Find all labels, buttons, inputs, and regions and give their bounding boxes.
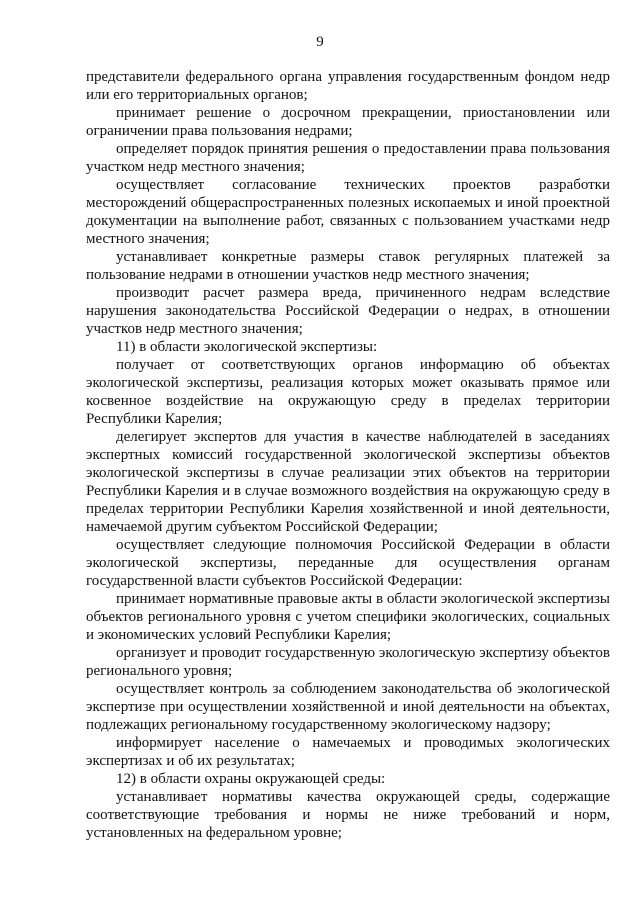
paragraph: принимает нормативные правовые акты в области экологической экспертизы объектов регионального уровня с учетом специфики экологических, социальных и экономических условий Республики Карелия; xyxy=(86,591,610,643)
paragraph: получает от соответствующих органов информацию об объектах экологической экспертизы, реализация которых может оказывать прямое или косвенное воздействие на окружающую среду в пределах территории Республики Карелия; xyxy=(86,357,610,427)
paragraph: производит расчет размера вреда, причиненного недрам вследствие нарушения законодательства Российской Федерации о недрах, в отношении участков недр местного значения; xyxy=(86,285,610,337)
paragraph: принимает решение о досрочном прекращении, приостановлении или ограничении права пользования недрами; xyxy=(86,105,610,139)
paragraph: информирует население о намечаемых и проводимых экологических экспертизах и об их результатах; xyxy=(86,735,610,769)
paragraph: осуществляет контроль за соблюдением законодательства об экологической экспертизе при осуществлении хозяйственной и иной деятельности на объектах, подлежащих региональному государственному экологическому надзору; xyxy=(86,681,610,733)
page-number: 9 xyxy=(316,34,324,50)
section-heading: 11) в области экологической экспертизы: xyxy=(116,339,378,355)
section-heading: 12) в области охраны окружающей среды: xyxy=(116,771,386,787)
paragraph: осуществляет следующие полномочия Российской Федерации в области экологической экспертизы, переданные для осуществления органам государственной власти субъектов Российской Федерации: xyxy=(86,537,610,589)
paragraph: определяет порядок принятия решения о предоставлении права пользования участком недр местного значения; xyxy=(86,141,610,175)
paragraph: осуществляет согласование технических проектов разработки месторождений общераспространенных полезных ископаемых и иной проектной документации на выполнение работ, связанных с пользованием участками недр местного значения; xyxy=(86,177,610,247)
paragraph: представители федерального органа управления государственным фондом недр или его территориальных органов; xyxy=(86,69,610,103)
paragraph: организует и проводит государственную экологическую экспертизу объектов регионального уровня; xyxy=(86,645,610,679)
document-body xyxy=(86,68,610,842)
paragraph: делегирует экспертов для участия в качестве наблюдателей в заседаниях экспертных комиссий государственной экологической экспертизы объектов экологической экспертизы в случае реализации этих объектов на территории Республики Карелия и в случае возможного воздействия на окружающую среду в пределах территории Республики Карелия хозяйственной и иной деятельности, намечаемой другим субъектом Российской Федерации; xyxy=(86,429,610,535)
paragraph: устанавливает конкретные размеры ставок регулярных платежей за пользование недрами в отношении участков недр местного значения; xyxy=(86,249,610,283)
paragraph: устанавливает нормативы качества окружающей среды, содержащие соответствующие требования и нормы не ниже требований и норм, установленных на федеральном уровне; xyxy=(86,789,610,841)
